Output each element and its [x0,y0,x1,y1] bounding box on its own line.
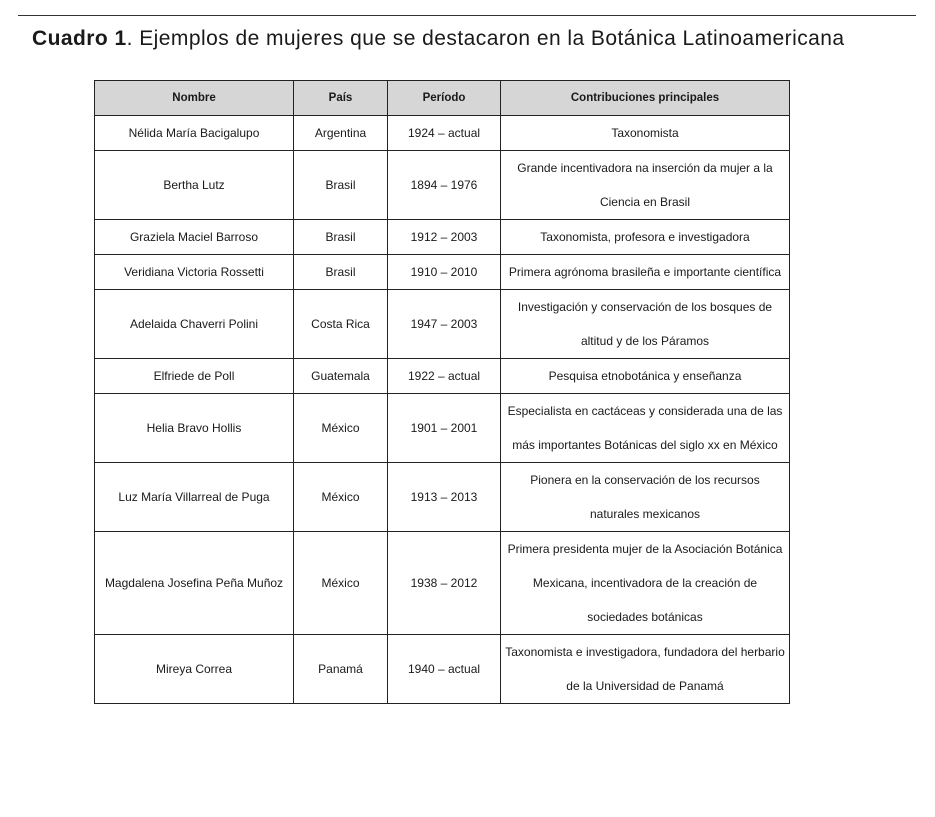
cell-contribution: Primera agrónoma brasileña e importante científica [501,255,790,290]
cell-contribution: Investigación y conservación de los bosques de altitud y de los Páramos [501,290,790,359]
cell-period: 1894 – 1976 [388,151,501,220]
table-row [95,463,790,532]
cell-contribution: Grande incentivadora na inserción da mujer a la Ciencia en Brasil [501,151,790,220]
cell-period: 1938 – 2012 [388,532,501,635]
table-row [95,220,790,255]
cell-country: Brasil [294,151,388,220]
cell-country: Brasil [294,220,388,255]
cell-name: Luz María Villarreal de Puga [95,463,294,532]
cell-contribution: Taxonomista, profesora e investigadora [501,220,790,255]
women-botanists-table [94,80,790,704]
table-caption [32,27,845,51]
header-country: País [294,81,388,116]
cell-name: Graziela Maciel Barroso [95,220,294,255]
table-row [95,394,790,463]
cell-country: Brasil [294,255,388,290]
header-name: Nombre [95,81,294,116]
cell-country: Costa Rica [294,290,388,359]
table-row [95,359,790,394]
header-contributions: Contribuciones principales [501,81,790,116]
cell-period: 1901 – 2001 [388,394,501,463]
cell-name: Elfriede de Poll [95,359,294,394]
table-row [95,635,790,704]
cell-name: Adelaida Chaverri Polini [95,290,294,359]
cell-country: México [294,532,388,635]
cell-contribution: Primera presidenta mujer de la Asociación Botánica Mexicana, incentivadora de la creación de sociedades botánicas [501,532,790,635]
header-period: Período [388,81,501,116]
caption-label: Cuadro 1 [32,27,127,50]
cell-period: 1912 – 2003 [388,220,501,255]
cell-contribution: Especialista en cactáceas y considerada una de las más importantes Botánicas del siglo xx en México [501,394,790,463]
cell-country: México [294,463,388,532]
table-row [95,116,790,151]
cell-country: Panamá [294,635,388,704]
cell-period: 1947 – 2003 [388,290,501,359]
table-row [95,532,790,635]
cell-period: 1940 – actual [388,635,501,704]
cell-contribution: Pesquisa etnobotánica y enseñanza [501,359,790,394]
cell-country: Guatemala [294,359,388,394]
cell-name: Magdalena Josefina Peña Muñoz [95,532,294,635]
cell-contribution: Taxonomista [501,116,790,151]
cell-period: 1924 – actual [388,116,501,151]
cell-name: Mireya Correa [95,635,294,704]
cell-country: Argentina [294,116,388,151]
caption-text: . Ejemplos de mujeres que se destacaron en la Botánica Latinoamericana [126,27,845,50]
cell-country: México [294,394,388,463]
cell-contribution: Taxonomista e investigadora, fundadora del herbario de la Universidad de Panamá [501,635,790,704]
top-rule [18,15,916,16]
cell-period: 1910 – 2010 [388,255,501,290]
table-row [95,290,790,359]
cell-period: 1913 – 2013 [388,463,501,532]
cell-contribution: Pionera en la conservación de los recursos naturales mexicanos [501,463,790,532]
cell-name: Bertha Lutz [95,151,294,220]
cell-period: 1922 – actual [388,359,501,394]
cell-name: Nélida María Bacigalupo [95,116,294,151]
table-row [95,151,790,220]
cell-name: Helia Bravo Hollis [95,394,294,463]
cell-name: Veridiana Victoria Rossetti [95,255,294,290]
table-row [95,255,790,290]
header-row [95,81,790,116]
